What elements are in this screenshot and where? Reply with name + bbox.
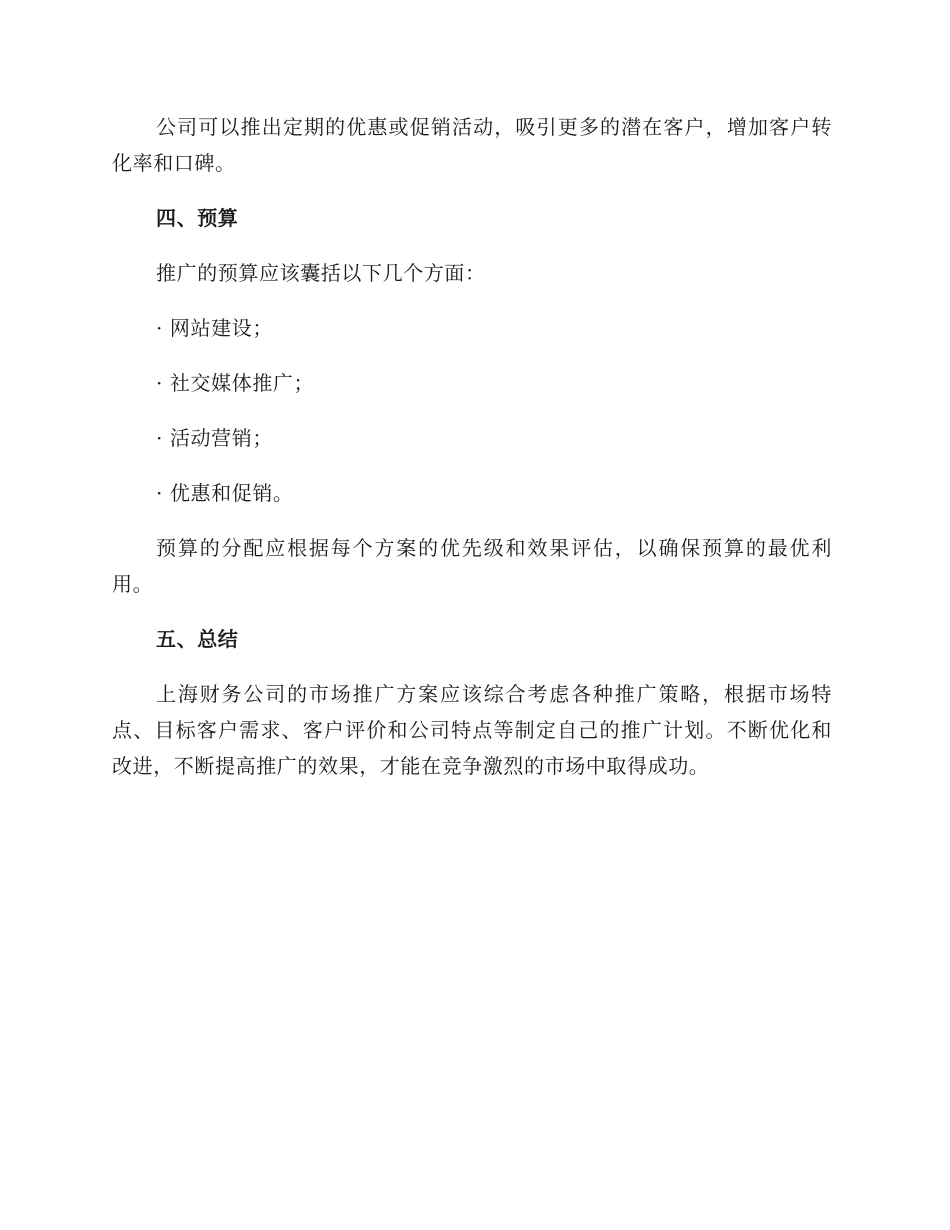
budget-bullet-item: · 社交媒体推广； <box>156 371 315 395</box>
budget-bullet-item: · 活动营销； <box>156 426 273 450</box>
budget-bullet-item: · 网站建设； <box>156 316 273 340</box>
intro-paragraph: 公司可以推出定期的优惠或促销活动，吸引更多的潜在客户，增加客户转化率和口碑。 <box>112 115 832 175</box>
budget-bullet-item: · 优惠和促销。 <box>156 481 294 505</box>
summary-paragraph: 上海财务公司的市场推广方案应该综合考虑各种推广策略，根据市场特点、目标客户需求、客户评价和公司特点等制定自己的推广计划。不断优化和改进，不断提高推广的效果，才能在竞争激烈的市场中取得成功。 <box>112 682 832 778</box>
section-heading-budget: 四、预算 <box>156 206 239 230</box>
budget-lead-paragraph: 推广的预算应该囊括以下几个方面： <box>156 261 486 285</box>
budget-closing-paragraph: 预算的分配应根据每个方案的优先级和效果评估，以确保预算的最优利用。 <box>112 536 832 596</box>
section-heading-summary: 五、总结 <box>156 627 239 651</box>
document-page <box>112 109 832 803</box>
